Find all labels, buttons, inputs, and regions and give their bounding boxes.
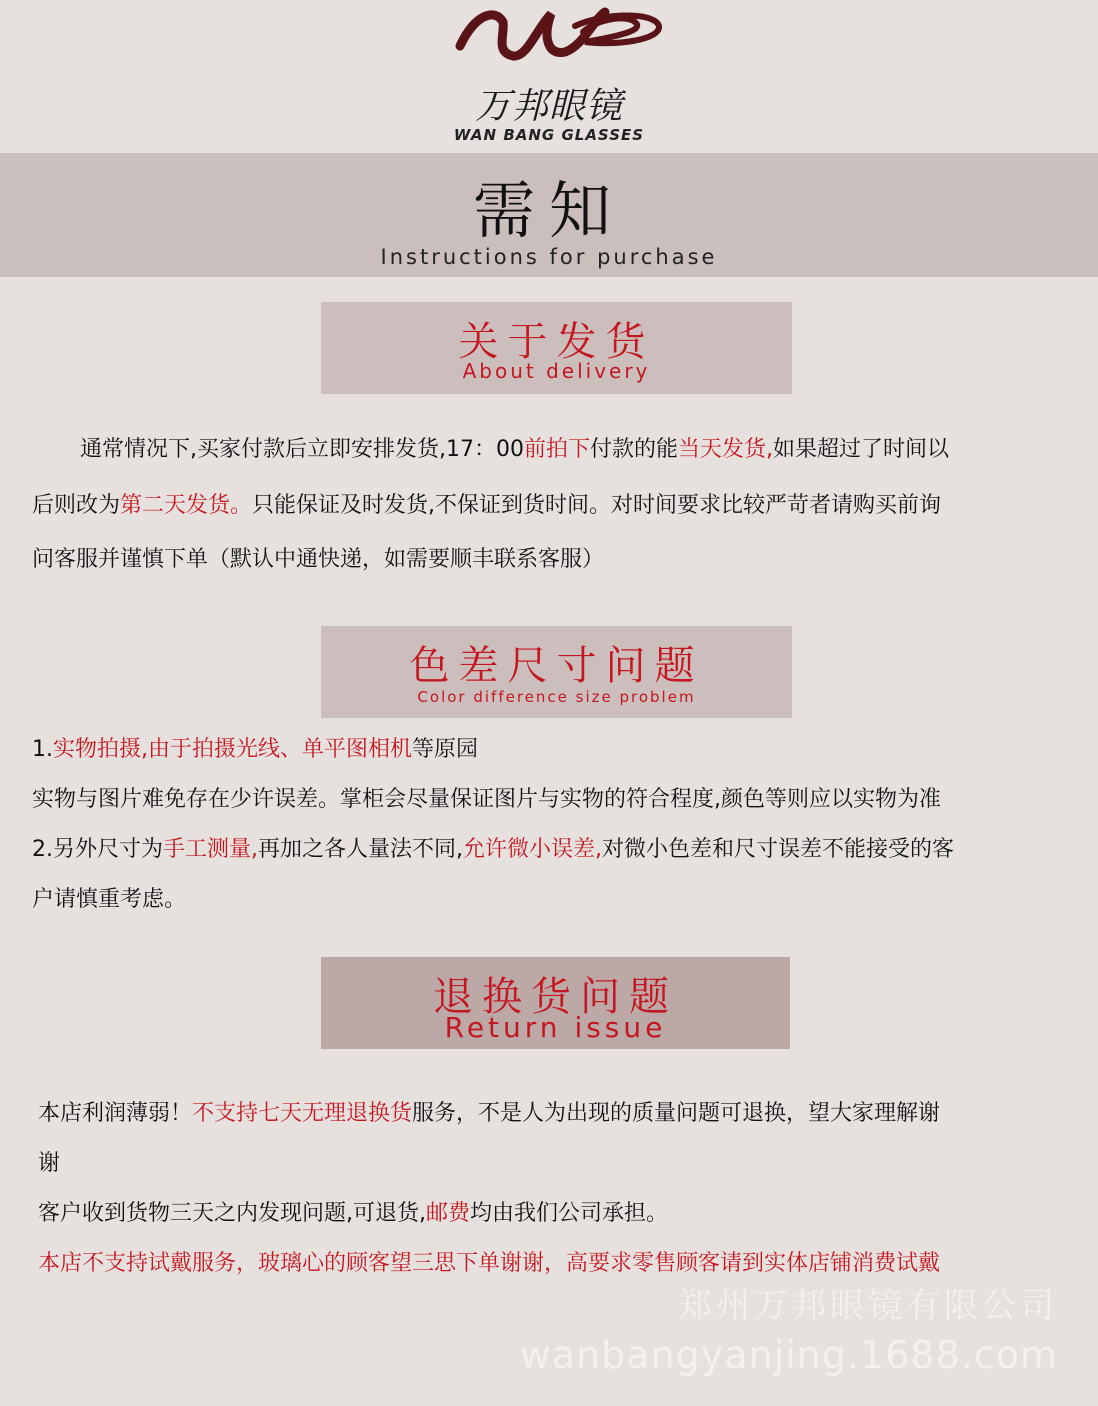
- text-line: 通常情况下,买家付款后立即安排发货,17：00前拍下付款的能当天发货,如果超过了时间以: [80, 437, 950, 462]
- text-line: 户请慎重考虑。: [32, 887, 187, 912]
- text-line-warning: 本店不支持试戴服务，玻璃心的顾客望三思下单谢谢，高要求零售顾客请到实体店铺消费试戴: [38, 1251, 941, 1276]
- brand-name-cn: 万邦眼镜: [474, 86, 623, 127]
- section-title: 退换货问题: [433, 974, 678, 1020]
- text-line: 后则改为第二天发货。只能保证及时发货,不保证到货时间。对时间要求比较严苛者请购买前询: [32, 493, 942, 518]
- section-subtitle: Color difference size problem: [417, 688, 696, 706]
- header-banner: [0, 153, 1098, 277]
- watermark-company: 郑州万邦眼镜有限公司: [678, 1286, 1058, 1326]
- wb-monogram-icon: [455, 6, 665, 66]
- section-header-returns: [321, 957, 790, 1049]
- text-line: 本店利润薄弱！不支持七天无理退换货服务，不是人为出现的质量问题可退换，望大家理解谢: [38, 1101, 941, 1126]
- text-line: 实物与图片难免存在少许误差。掌柜会尽量保证图片与实物的符合程度,颜色等则应以实物为准: [32, 787, 941, 812]
- section-subtitle: About delivery: [462, 359, 651, 383]
- text-line: 问客服并谨慎下单（默认中通快递，如需要顺丰联系客服）: [32, 547, 605, 572]
- text-line: 谢: [38, 1151, 61, 1176]
- brand-name-en: WAN BANG GLASSES: [453, 126, 645, 144]
- section-title: 关于发货: [458, 319, 655, 365]
- page-title: 需知: [472, 174, 625, 247]
- section-title: 色差尺寸问题: [409, 643, 704, 689]
- watermark-site: wanbangyanjing.1688.com: [519, 1333, 1058, 1377]
- text-line: 客户收到货物三天之内发现问题,可退货,邮费均由我们公司承担。: [38, 1201, 669, 1226]
- section-subtitle: Return issue: [444, 1011, 667, 1044]
- text-line: 2.另外尺寸为手工测量,再加之各人量法不同,允许微小误差,对微小色差和尺寸误差不能接受的客: [32, 837, 955, 862]
- page-subtitle: Instructions for purchase: [380, 245, 718, 269]
- section-header-delivery: [321, 302, 792, 394]
- section-header-color-size: [321, 626, 792, 718]
- text-line: 1.实物拍摄,由于拍摄光线、单平图相机等原园: [32, 737, 479, 762]
- logo: [0, 0, 1098, 150]
